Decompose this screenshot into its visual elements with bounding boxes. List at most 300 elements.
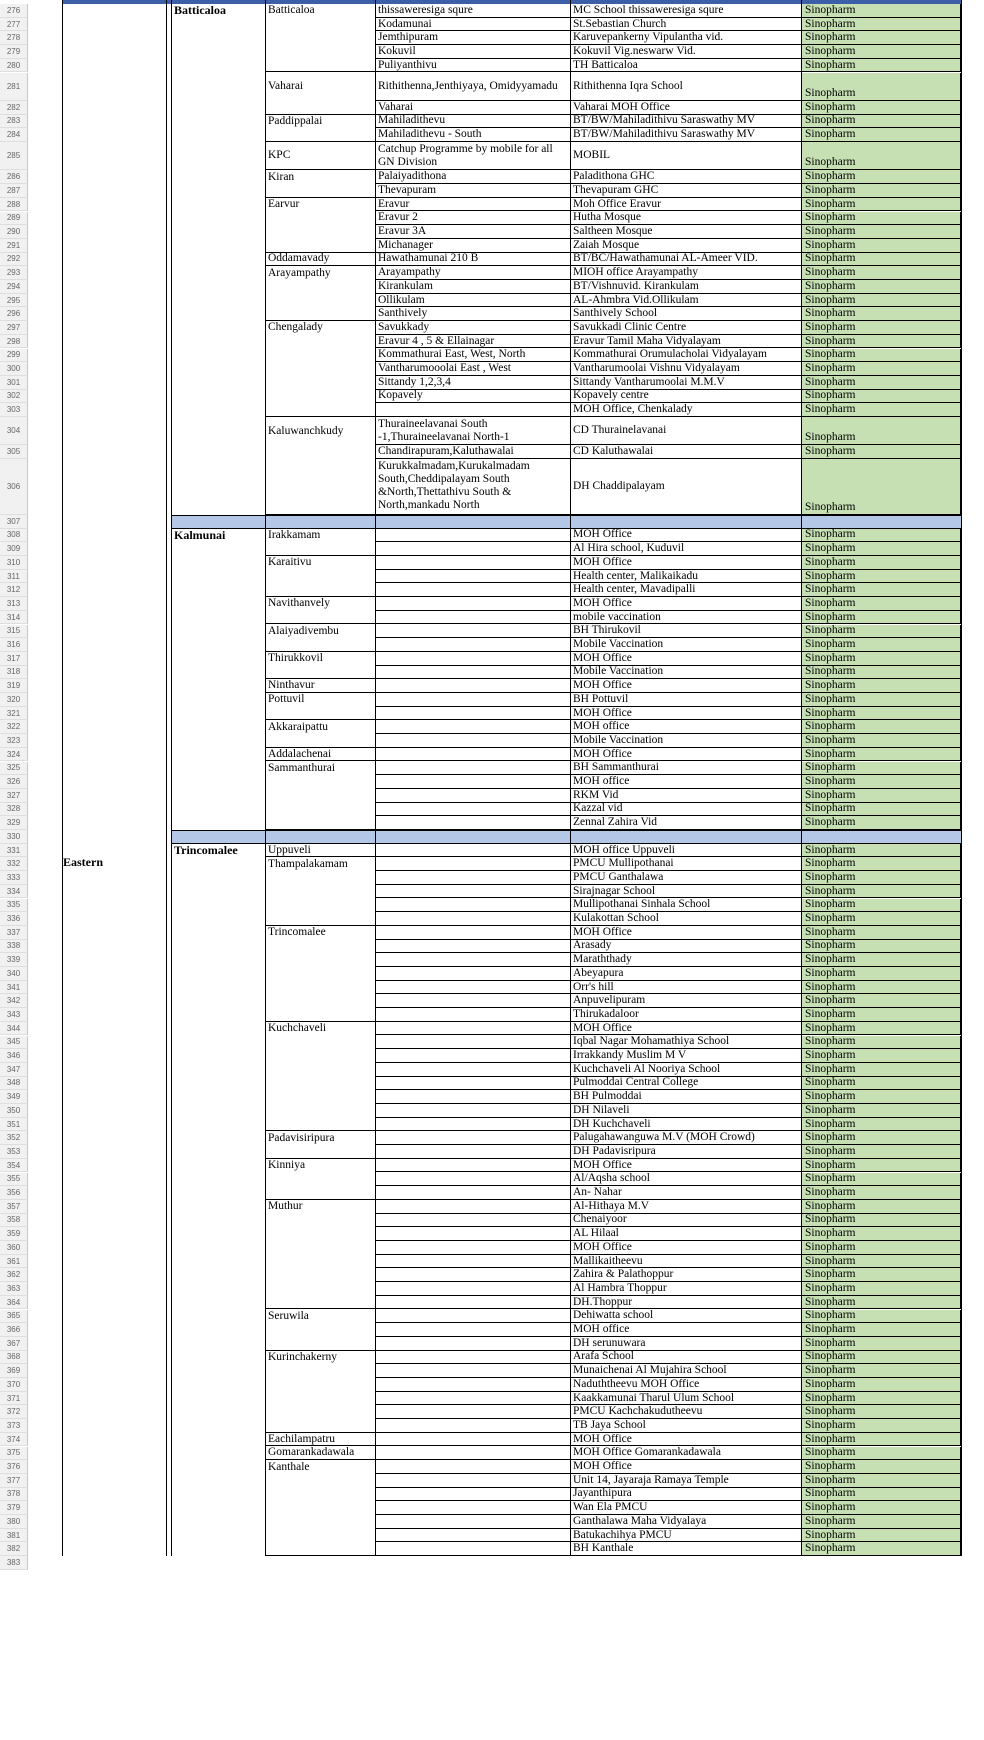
gn-division-cell[interactable] (375, 981, 570, 995)
gn-division-cell[interactable] (375, 1049, 570, 1063)
vaccination-centre-cell[interactable]: Santhively School (570, 307, 801, 321)
row-number[interactable]: 319 (0, 679, 28, 693)
moh-area-cell[interactable] (265, 1118, 375, 1132)
vaccination-centre-cell[interactable]: Al Hambra Thoppur (570, 1282, 801, 1296)
vaccination-centre-cell[interactable]: MOH Office (570, 556, 801, 570)
moh-area-cell[interactable] (265, 1542, 375, 1556)
row-number[interactable]: 365 (0, 1310, 28, 1324)
table-row[interactable] (0, 1364, 984, 1378)
vaccine-cell[interactable]: Sinopharm (801, 1145, 961, 1159)
table-row[interactable] (0, 1022, 984, 1036)
moh-area-cell[interactable] (265, 239, 375, 253)
vaccination-centre-cell[interactable]: Pulmoddai Central College (570, 1077, 801, 1091)
row-number[interactable]: 360 (0, 1241, 28, 1255)
table-row[interactable] (0, 1529, 984, 1543)
gn-division-cell[interactable] (375, 583, 570, 597)
vaccination-centre-cell[interactable]: Orr's hill (570, 981, 801, 995)
vaccination-centre-cell[interactable]: MOH Office (570, 597, 801, 611)
table-row[interactable] (0, 816, 984, 830)
gn-division-cell[interactable] (375, 403, 570, 417)
vaccine-cell[interactable]: Sinopharm (801, 1049, 961, 1063)
table-row[interactable] (0, 981, 984, 995)
vaccine-cell[interactable]: Sinopharm (801, 816, 961, 830)
vaccine-cell[interactable]: Sinopharm (801, 294, 961, 308)
vaccination-centre-cell[interactable]: Al Hira school, Kuduvil (570, 542, 801, 556)
row-number[interactable]: 283 (0, 115, 28, 129)
row-number[interactable]: 311 (0, 570, 28, 584)
vaccine-cell[interactable]: Sinopharm (801, 59, 961, 73)
moh-area-cell[interactable]: Muthur (268, 1200, 303, 1213)
table-row[interactable] (0, 1542, 984, 1556)
vaccination-centre-cell[interactable]: MOH office Uppuveli (570, 844, 801, 858)
vaccination-centre-cell[interactable]: TH Batticaloa (570, 59, 801, 73)
table-row[interactable] (0, 1433, 984, 1447)
gn-division-cell[interactable]: Savukkady (375, 321, 570, 335)
vaccine-cell[interactable]: Sinopharm (801, 912, 961, 926)
table-row[interactable] (0, 253, 984, 267)
moh-area-cell[interactable]: Sammanthurai (268, 761, 336, 774)
row-number[interactable]: 375 (0, 1447, 28, 1461)
vaccine-cell[interactable]: Sinopharm (801, 128, 961, 142)
gn-division-cell[interactable] (375, 1474, 570, 1488)
table-row[interactable] (0, 321, 984, 335)
moh-area-cell[interactable] (265, 1186, 375, 1200)
row-number[interactable]: 373 (0, 1419, 28, 1433)
vaccination-centre-cell[interactable]: MOH office (570, 1323, 801, 1337)
table-row[interactable] (0, 1036, 984, 1050)
vaccine-cell[interactable]: Sinopharm (801, 31, 961, 45)
gn-division-cell[interactable]: Kokuvil (375, 45, 570, 59)
moh-area-cell[interactable]: Gomarankadawala (265, 1447, 375, 1461)
vaccination-centre-cell[interactable]: Irrakkandy Muslim M V (570, 1049, 801, 1063)
gn-division-cell[interactable] (375, 611, 570, 625)
vaccine-cell[interactable]: Sinopharm (801, 1077, 961, 1091)
vaccination-centre-cell[interactable]: Arafa School (570, 1351, 801, 1365)
vaccination-centre-cell[interactable]: Kokuvil Vig.neswarw Vid. (570, 45, 801, 59)
row-number[interactable]: 343 (0, 1008, 28, 1022)
vaccination-centre-cell[interactable]: Batukachihya PMCU (570, 1529, 801, 1543)
table-row[interactable] (0, 31, 984, 45)
table-row[interactable] (0, 101, 984, 115)
row-number[interactable]: 354 (0, 1159, 28, 1173)
moh-area-cell[interactable] (265, 816, 375, 830)
vaccine-cell[interactable]: Sinopharm (801, 321, 961, 335)
row-number[interactable]: 322 (0, 720, 28, 734)
vaccine-cell[interactable]: Sinopharm (801, 1447, 961, 1461)
table-row[interactable] (0, 128, 984, 142)
vaccine-cell[interactable]: Sinopharm (801, 1419, 961, 1433)
vaccine-cell[interactable]: Sinopharm (801, 1131, 961, 1145)
moh-area-cell[interactable]: Alaiyadivembu (268, 624, 339, 637)
vaccine-cell[interactable]: Sinopharm (801, 239, 961, 253)
moh-area-cell[interactable] (265, 967, 375, 981)
row-number[interactable]: 277 (0, 18, 28, 32)
gn-division-cell[interactable] (375, 885, 570, 899)
vaccination-centre-cell[interactable]: Mobile Vaccination (570, 638, 801, 652)
gn-division-cell[interactable]: Michanager (375, 239, 570, 253)
moh-area-cell[interactable]: Arayampathy (268, 266, 331, 279)
row-number[interactable]: 317 (0, 652, 28, 666)
gn-division-cell[interactable] (375, 1310, 570, 1324)
moh-area-cell[interactable]: Kiran (268, 170, 295, 183)
vaccine-cell[interactable]: Sinopharm (801, 857, 961, 871)
table-row[interactable] (0, 1323, 984, 1337)
vaccination-centre-cell[interactable]: DH Padavisripura (570, 1145, 801, 1159)
table-row[interactable] (0, 803, 984, 817)
gn-division-cell[interactable] (375, 857, 570, 871)
vaccine-cell[interactable]: Sinopharm (801, 1200, 961, 1214)
vaccine-cell[interactable]: Sinopharm (801, 542, 961, 556)
moh-area-cell[interactable]: Addalachenai (265, 748, 375, 762)
row-number[interactable]: 340 (0, 967, 28, 981)
gn-division-cell[interactable]: Eravur 3A (375, 225, 570, 239)
vaccine-cell[interactable]: Sinopharm (801, 583, 961, 597)
moh-area-cell[interactable] (265, 1282, 375, 1296)
vaccination-centre-cell[interactable]: Kuchchaveli Al Nooriya School (570, 1063, 801, 1077)
table-row[interactable] (0, 280, 984, 294)
moh-area-cell[interactable] (265, 1268, 375, 1282)
moh-area-cell[interactable]: KPC (265, 142, 375, 170)
vaccine-cell[interactable]: Sinopharm (801, 967, 961, 981)
vaccination-centre-cell[interactable]: Jayanthipura (570, 1488, 801, 1502)
table-row[interactable] (0, 529, 984, 543)
table-row[interactable] (0, 1173, 984, 1187)
vaccination-centre-cell[interactable]: Mallikaitheevu (570, 1255, 801, 1269)
row-number[interactable]: 358 (0, 1214, 28, 1228)
vaccination-centre-cell[interactable]: MC School thissaweresiga squre (570, 4, 801, 18)
moh-area-cell[interactable]: Ninthavur (265, 679, 375, 693)
vaccination-centre-cell[interactable]: BT/BW/Mahiladithivu Saraswathy MV (570, 115, 801, 129)
row-number[interactable]: 335 (0, 899, 28, 913)
row-number[interactable]: 306 (0, 459, 28, 515)
moh-area-cell[interactable]: Chengalady (268, 321, 323, 334)
vaccination-centre-cell[interactable]: DH Kuchchaveli (570, 1118, 801, 1132)
vaccination-centre-cell[interactable]: Vantharumoolai Vishnu Vidyalayam (570, 362, 801, 376)
gn-division-cell[interactable]: Eravur 2 (375, 212, 570, 226)
row-number[interactable]: 376 (0, 1460, 28, 1474)
vaccine-cell[interactable]: Sinopharm (801, 597, 961, 611)
vaccine-cell[interactable]: Sinopharm (801, 335, 961, 349)
gn-division-cell[interactable] (375, 1214, 570, 1228)
gn-division-cell[interactable] (375, 556, 570, 570)
row-number[interactable]: 361 (0, 1255, 28, 1269)
row-number[interactable]: 352 (0, 1131, 28, 1145)
vaccination-centre-cell[interactable]: Saltheen Mosque (570, 225, 801, 239)
vaccination-centre-cell[interactable]: PMCU Kachchakudutheevu (570, 1405, 801, 1419)
table-row[interactable] (0, 857, 984, 871)
moh-area-cell[interactable] (265, 1104, 375, 1118)
moh-area-cell[interactable] (265, 1036, 375, 1050)
moh-area-cell[interactable] (265, 31, 375, 45)
gn-division-cell[interactable]: Arayampathy (375, 266, 570, 280)
vaccination-centre-cell[interactable]: Moh Office Eravur (570, 198, 801, 212)
vaccine-cell[interactable]: Sinopharm (801, 1323, 961, 1337)
vaccine-cell[interactable]: Sinopharm (801, 1392, 961, 1406)
vaccine-cell[interactable]: Sinopharm (801, 775, 961, 789)
gn-division-cell[interactable]: Kirankulam (375, 280, 570, 294)
gn-division-cell[interactable] (375, 1022, 570, 1036)
vaccination-centre-cell[interactable]: BH Pulmoddai (570, 1090, 801, 1104)
moh-area-cell[interactable]: Akkaraipattu (268, 720, 329, 733)
moh-area-cell[interactable] (265, 666, 375, 680)
vaccine-cell[interactable]: Sinopharm (801, 1241, 961, 1255)
gn-division-cell[interactable] (375, 1008, 570, 1022)
table-row[interactable] (0, 184, 984, 198)
vaccine-cell[interactable]: Sinopharm (801, 1227, 961, 1241)
table-row[interactable] (0, 1090, 984, 1104)
moh-area-cell[interactable] (265, 1392, 375, 1406)
gn-division-cell[interactable] (375, 1296, 570, 1310)
table-row[interactable] (0, 775, 984, 789)
vaccine-cell[interactable]: Sinopharm (801, 101, 961, 115)
gn-division-cell[interactable]: Santhively (375, 307, 570, 321)
vaccine-cell[interactable]: Sinopharm (801, 1268, 961, 1282)
gn-division-cell[interactable] (375, 666, 570, 680)
vaccine-cell[interactable]: Sinopharm (801, 1186, 961, 1200)
gn-division-cell[interactable] (375, 707, 570, 721)
moh-area-cell[interactable] (265, 212, 375, 226)
row-number[interactable]: 344 (0, 1022, 28, 1036)
table-row[interactable] (0, 445, 984, 459)
gn-division-cell[interactable] (375, 1323, 570, 1337)
vaccine-cell[interactable]: Sinopharm (801, 403, 961, 417)
row-number[interactable]: 318 (0, 666, 28, 680)
vaccine-cell[interactable]: Sinopharm (801, 625, 961, 639)
row-number[interactable]: 315 (0, 625, 28, 639)
gn-division-cell[interactable] (375, 720, 570, 734)
vaccine-cell[interactable]: Sinopharm (801, 1501, 961, 1515)
gn-division-cell[interactable]: Catchup Programme by mobile for all GN Division (375, 142, 570, 170)
moh-area-cell[interactable]: Vaharai (268, 80, 304, 93)
vaccination-centre-cell[interactable]: MOH office (570, 775, 801, 789)
vaccine-cell[interactable]: Sinopharm (801, 280, 961, 294)
gn-division-cell[interactable] (375, 1282, 570, 1296)
gn-division-cell[interactable] (375, 1173, 570, 1187)
row-number[interactable]: 325 (0, 762, 28, 776)
table-row[interactable] (0, 885, 984, 899)
row-number[interactable]: 303 (0, 403, 28, 417)
vaccination-centre-cell[interactable]: Mobile Vaccination (570, 734, 801, 748)
moh-area-cell[interactable] (265, 583, 375, 597)
table-row[interactable] (0, 926, 984, 940)
vaccination-centre-cell[interactable]: Sirajnagar School (570, 885, 801, 899)
table-row[interactable] (0, 720, 984, 734)
vaccination-centre-cell[interactable]: MOH office (570, 720, 801, 734)
gn-division-cell[interactable] (375, 1131, 570, 1145)
vaccination-centre-cell[interactable]: MIOH office Arayampathy (570, 266, 801, 280)
vaccination-centre-cell[interactable]: Al/Aqsha school (570, 1173, 801, 1187)
moh-area-cell[interactable] (265, 1488, 375, 1502)
gn-division-cell[interactable]: Palaiyadithona (375, 170, 570, 184)
table-row[interactable] (0, 1515, 984, 1529)
moh-area-cell[interactable] (265, 1090, 375, 1104)
row-number[interactable]: 291 (0, 239, 28, 253)
vaccination-centre-cell[interactable]: RKM Vid (570, 789, 801, 803)
gn-division-cell[interactable]: Eravur 4 , 5 & Ellainagar (375, 335, 570, 349)
moh-area-cell[interactable] (265, 1241, 375, 1255)
moh-area-cell[interactable] (265, 1515, 375, 1529)
vaccine-cell[interactable]: Sinopharm (801, 4, 961, 18)
vaccination-centre-cell[interactable]: MOH Office (570, 1159, 801, 1173)
vaccination-centre-cell[interactable]: Unit 14, Jayaraja Ramaya Temple (570, 1474, 801, 1488)
row-number[interactable]: 313 (0, 597, 28, 611)
vaccine-cell[interactable]: Sinopharm (801, 1488, 961, 1502)
gn-division-cell[interactable] (375, 994, 570, 1008)
table-row[interactable] (0, 1474, 984, 1488)
gn-division-cell[interactable] (375, 1515, 570, 1529)
vaccination-centre-cell[interactable]: St.Sebastian Church (570, 18, 801, 32)
vaccination-centre-cell[interactable]: CD Kaluthawalai (570, 445, 801, 459)
row-number[interactable]: 324 (0, 748, 28, 762)
vaccine-cell[interactable]: Sinopharm (801, 1351, 961, 1365)
table-row[interactable] (0, 611, 984, 625)
vaccine-cell[interactable]: Sinopharm (801, 1364, 961, 1378)
row-number[interactable]: 347 (0, 1063, 28, 1077)
moh-area-cell[interactable] (265, 362, 375, 376)
vaccination-centre-cell[interactable]: Wan Ela PMCU (570, 1501, 801, 1515)
table-row[interactable] (0, 294, 984, 308)
table-row[interactable] (0, 679, 984, 693)
gn-division-cell[interactable] (375, 1351, 570, 1365)
vaccination-centre-cell[interactable]: BH Sammanthurai (570, 762, 801, 776)
vaccination-centre-cell[interactable]: Karuvepankerny Vipulantha vid. (570, 31, 801, 45)
vaccine-cell[interactable]: Sinopharm (801, 1515, 961, 1529)
table-row[interactable] (0, 45, 984, 59)
row-number[interactable]: 279 (0, 45, 28, 59)
row-number[interactable]: 312 (0, 583, 28, 597)
moh-area-cell[interactable]: Padavisiripura (268, 1131, 335, 1144)
vaccine-cell[interactable]: Sinopharm (801, 45, 961, 59)
vaccination-centre-cell[interactable]: mobile vaccination (570, 611, 801, 625)
table-row[interactable] (0, 789, 984, 803)
vaccination-centre-cell[interactable]: DH Nilaveli (570, 1104, 801, 1118)
vaccination-centre-cell[interactable]: MOH Office (570, 529, 801, 543)
row-number[interactable]: 338 (0, 940, 28, 954)
gn-division-cell[interactable] (375, 789, 570, 803)
gn-division-cell[interactable] (375, 816, 570, 830)
vaccination-centre-cell[interactable]: MOH Office (570, 1433, 801, 1447)
gn-division-cell[interactable] (375, 1542, 570, 1556)
row-number[interactable]: 336 (0, 912, 28, 926)
table-row[interactable] (0, 1310, 984, 1324)
moh-area-cell[interactable]: Thampalakamam (268, 857, 348, 870)
moh-area-cell[interactable] (265, 1405, 375, 1419)
moh-area-cell[interactable] (265, 1419, 375, 1433)
vaccination-centre-cell[interactable]: MOH Office Gomarankadawala (570, 1447, 801, 1461)
row-number[interactable]: 380 (0, 1515, 28, 1529)
row-number[interactable]: 362 (0, 1268, 28, 1282)
gn-division-cell[interactable] (375, 1090, 570, 1104)
vaccination-centre-cell[interactable]: Kaakkamunai Tharul Ulum School (570, 1392, 801, 1406)
gn-division-cell[interactable] (375, 1419, 570, 1433)
row-number[interactable]: 293 (0, 266, 28, 280)
moh-area-cell[interactable] (265, 294, 375, 308)
vaccine-cell[interactable]: Sinopharm (801, 170, 961, 184)
row-number[interactable]: 366 (0, 1323, 28, 1337)
table-row[interactable] (0, 142, 984, 170)
table-row[interactable] (0, 953, 984, 967)
vaccine-cell[interactable]: Sinopharm (801, 748, 961, 762)
gn-division-cell[interactable]: Rithithenna,Jenthiyaya, Omidyyamadu (375, 73, 570, 101)
table-row[interactable] (0, 307, 984, 321)
moh-area-cell[interactable] (265, 707, 375, 721)
vaccination-centre-cell[interactable]: Kulakottan School (570, 912, 801, 926)
row-number[interactable]: 367 (0, 1337, 28, 1351)
vaccination-centre-cell[interactable]: Thirukadaloor (570, 1008, 801, 1022)
row-number[interactable]: 276 (0, 4, 28, 18)
gn-division-cell[interactable]: Kopavely (375, 390, 570, 404)
row-number[interactable]: 314 (0, 611, 28, 625)
gn-division-cell[interactable] (375, 912, 570, 926)
gn-division-cell[interactable] (375, 803, 570, 817)
moh-area-cell[interactable] (265, 570, 375, 584)
vaccination-centre-cell[interactable]: Munaichenai Al Mujahira School (570, 1364, 801, 1378)
table-row[interactable] (0, 1447, 984, 1461)
vaccine-cell[interactable]: Sinopharm (801, 1063, 961, 1077)
gn-division-cell[interactable] (375, 953, 570, 967)
moh-area-cell[interactable] (265, 1296, 375, 1310)
vaccination-centre-cell[interactable]: Vaharai MOH Office (570, 101, 801, 115)
row-number[interactable]: 370 (0, 1378, 28, 1392)
table-row[interactable] (0, 844, 984, 858)
row-number[interactable]: 288 (0, 198, 28, 212)
vaccination-centre-cell[interactable]: Al-Hithaya M.V (570, 1200, 801, 1214)
gn-division-cell[interactable]: Hawathamunai 210 B (375, 253, 570, 267)
vaccine-cell[interactable]: Sinopharm (801, 953, 961, 967)
row-number[interactable]: 290 (0, 225, 28, 239)
row-number[interactable]: 295 (0, 294, 28, 308)
row-number[interactable]: 321 (0, 707, 28, 721)
table-row[interactable] (0, 556, 984, 570)
table-row[interactable] (0, 707, 984, 721)
vaccine-cell[interactable]: Sinopharm (801, 926, 961, 940)
vaccination-centre-cell[interactable]: Sittandy Vantharumoolai M.M.V (570, 376, 801, 390)
gn-division-cell[interactable] (375, 926, 570, 940)
moh-area-cell[interactable] (265, 1529, 375, 1543)
vaccine-cell[interactable]: Sinopharm (801, 253, 961, 267)
table-row[interactable] (0, 652, 984, 666)
vaccination-centre-cell[interactable]: AL Hilaal (570, 1227, 801, 1241)
vaccine-cell[interactable]: Sinopharm (801, 362, 961, 376)
table-row[interactable] (0, 967, 984, 981)
table-row[interactable] (0, 1008, 984, 1022)
vaccination-centre-cell[interactable]: MOH Office, Chenkalady (570, 403, 801, 417)
vaccine-cell[interactable]: Sinopharm (801, 376, 961, 390)
moh-area-cell[interactable]: Irakkamam (268, 528, 321, 541)
gn-division-cell[interactable] (375, 1227, 570, 1241)
moh-area-cell[interactable]: Navithanvely (268, 597, 330, 610)
vaccination-centre-cell[interactable]: Eravur Tamil Maha Vidyalayam (570, 335, 801, 349)
row-number[interactable]: 331 (0, 844, 28, 858)
vaccine-cell[interactable]: Sinopharm (801, 459, 961, 515)
gn-division-cell[interactable] (375, 1392, 570, 1406)
gn-division-cell[interactable] (375, 1378, 570, 1392)
gn-division-cell[interactable] (375, 597, 570, 611)
moh-area-cell[interactable] (265, 184, 375, 198)
table-row[interactable] (0, 1460, 984, 1474)
moh-area-cell[interactable] (265, 1214, 375, 1228)
vaccination-centre-cell[interactable]: Arasady (570, 940, 801, 954)
row-number[interactable]: 299 (0, 349, 28, 363)
gn-division-cell[interactable]: Kommathurai East, West, North (375, 349, 570, 363)
table-row[interactable] (0, 390, 984, 404)
table-row[interactable] (0, 170, 984, 184)
vaccination-centre-cell[interactable]: BT/BC/Hawathamunai AL-Ameer VID. (570, 253, 801, 267)
vaccination-centre-cell[interactable]: Health center, Malikaikadu (570, 570, 801, 584)
vaccine-cell[interactable]: Sinopharm (801, 679, 961, 693)
table-row[interactable] (0, 1337, 984, 1351)
vaccine-cell[interactable]: Sinopharm (801, 1173, 961, 1187)
